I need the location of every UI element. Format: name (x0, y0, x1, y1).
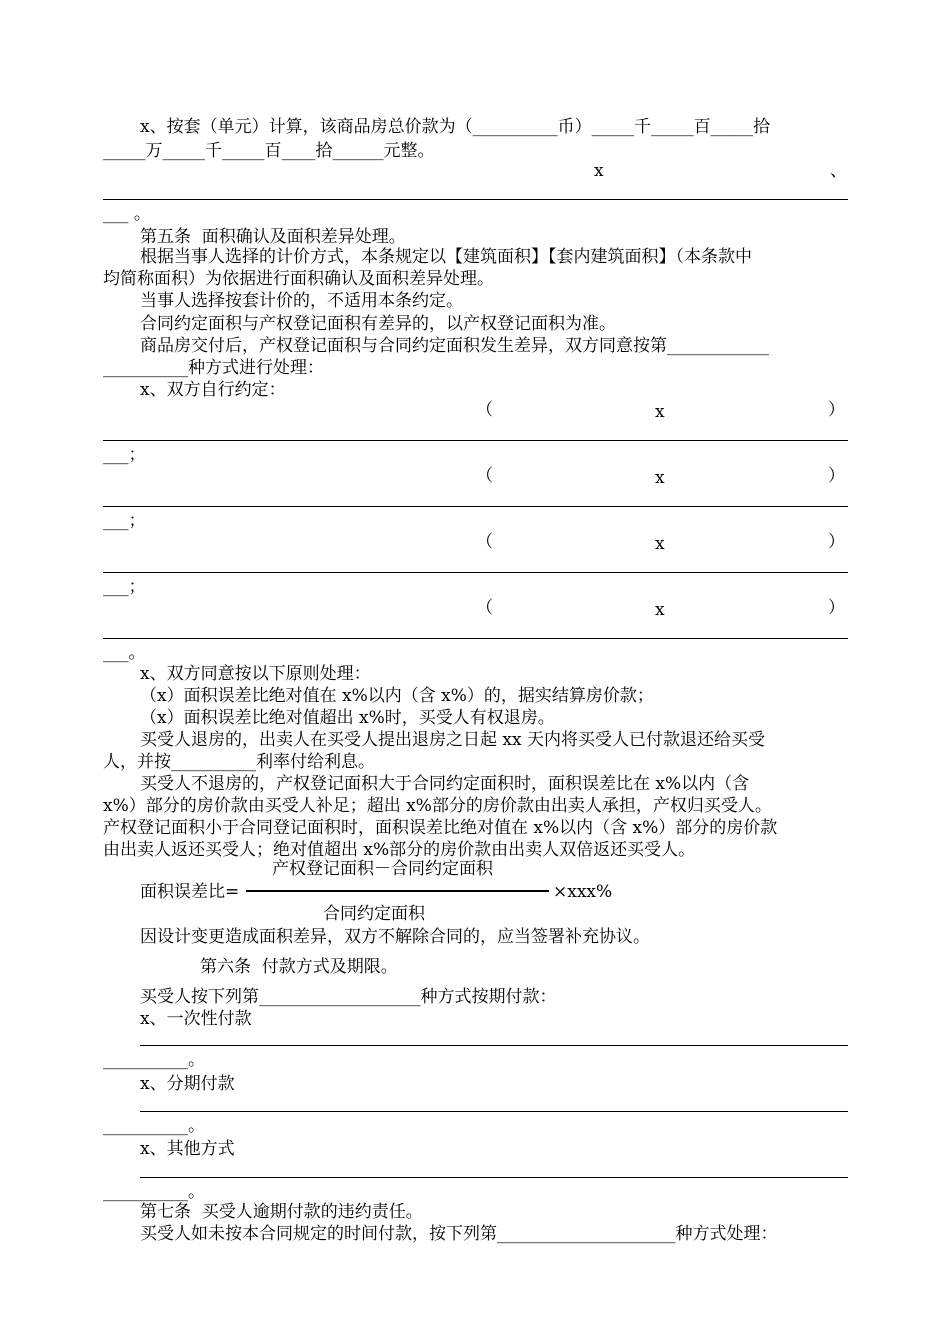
payment-other-rule (140, 1177, 848, 1178)
price-by-unit-line-2: _____万_____千_____百____拾______元整。 (103, 141, 435, 161)
payment-lump-sum-end: __________。 (103, 1050, 205, 1070)
refund-para-line-2: 人，并按__________利率付给利息。 (103, 752, 375, 772)
no-refund-para-line-2: x%）部分的房价款由买受人补足；超出 x%部分的房价款由出卖人承担，产权归买受人。 (103, 796, 772, 816)
no-refund-para-line-4: 由出卖人返还买受人；绝对值超出 x%部分的房价款由出卖人双倍返还买受人。 (103, 840, 696, 860)
payment-lump-sum-rule (140, 1045, 848, 1046)
refund-para-line-1: 买受人退房的，出卖人在买受人提出退房之日起 xx 天内将买受人已付款退还给买受 (140, 730, 765, 750)
option-3-open-paren: （ (476, 532, 493, 552)
article-5-para-4-line-1: 商品房交付后，产权登记面积与合同约定面积发生差异，双方同意按第____________ (140, 336, 769, 356)
article-6-para-1: 买受人按下列第___________________种方式按期付款： (140, 987, 557, 1007)
payment-other-label: x、其他方式 (140, 1139, 235, 1159)
article-5-title: 第五条 面积确认及面积差异处理。 (140, 227, 406, 247)
option-1-open-paren: （ (476, 400, 493, 420)
formula-fraction-bar (246, 890, 549, 892)
option-4-open-paren: （ (476, 598, 493, 618)
option-3-x: x (655, 534, 665, 554)
option-4-end: ___。 (103, 643, 146, 663)
article-6-title: 第六条 付款方式及期限。 (200, 957, 398, 977)
principle-1: （x）面积误差比绝对值在 x%以内（含 x%）的，据实结算房价款； (140, 686, 654, 706)
formula-denominator: 合同约定面积 (323, 904, 425, 924)
principle-2: （x）面积误差比绝对值超出 x%时，买受人有权退房。 (140, 708, 555, 728)
option-2-close-paren: ） (828, 466, 845, 486)
article-5-para-1-line-1: 根据当事人选择的计价方式，本条规定以【建筑面积】【套内建筑面积】（本条款中 (140, 247, 752, 267)
option-2-rule (103, 506, 848, 507)
option-1-close-paren: ） (828, 400, 845, 420)
option-3-close-paren: ） (828, 532, 845, 552)
no-refund-para-line-1: 买受人不退房的，产权登记面积大于合同约定面积时，面积误差比在 x%以内（含 (140, 774, 750, 794)
no-refund-para-line-3: 产权登记面积小于合同登记面积时，面积误差比绝对值在 x%以内（含 x%）部分的房价款 (103, 818, 778, 838)
blank-marker-comma: 、 (830, 161, 847, 181)
option-4-rule (103, 638, 848, 639)
formula-suffix: ×xxx% (553, 882, 613, 902)
option-1-rule (103, 440, 848, 441)
article-5-para-1-line-2: 均简称面积）为依据进行面积确认及面积差异处理。 (103, 269, 494, 289)
blank-line-end: ___ 。 (103, 204, 151, 224)
article-5-para-2: 当事人选择按套计价的，不适用本条约定。 (140, 291, 463, 311)
option-3-end: ___； (103, 577, 146, 597)
option-4-close-paren: ） (828, 598, 845, 618)
option-principles: x、双方同意按以下原则处理： (140, 664, 371, 684)
article-7-title: 第七条 买受人逾期付款的违约责任。 (140, 1202, 423, 1222)
design-change-para: 因设计变更造成面积差异，双方不解除合同的，应当签署补充协议。 (140, 927, 650, 947)
payment-installment-rule (140, 1111, 848, 1112)
option-3-rule (103, 572, 848, 573)
option-2-end: ___； (103, 511, 146, 531)
payment-lump-sum-label: x、一次性付款 (140, 1009, 252, 1029)
option-self-agreed: x、双方自行约定： (140, 380, 286, 400)
option-1-x: x (655, 402, 665, 422)
article-7-para-1: 买受人如未按本合同规定的时间付款，按下列第_____________________种方式处理： (140, 1224, 778, 1244)
fill-in-rule (103, 199, 848, 200)
article-5-para-4-line-2: __________种方式进行处理： (103, 358, 324, 378)
payment-installment-end: __________。 (103, 1116, 205, 1136)
option-2-open-paren: （ (476, 466, 493, 486)
blank-marker-x: x (594, 161, 604, 181)
payment-other-end: __________。 (103, 1182, 205, 1202)
payment-installment-label: x、分期付款 (140, 1074, 235, 1094)
article-5-para-3: 合同约定面积与产权登记面积有差异的，以产权登记面积为准。 (140, 314, 616, 334)
option-4-x: x (655, 600, 665, 620)
price-by-unit-line-1: x、按套（单元）计算，该商品房总价款为（__________币）_____千_____百_____拾 (140, 117, 771, 137)
formula-label: 面积误差比= (140, 882, 240, 902)
option-2-x: x (655, 468, 665, 488)
formula-numerator: 产权登记面积－合同约定面积 (272, 859, 493, 879)
option-1-end: ___； (103, 445, 146, 465)
